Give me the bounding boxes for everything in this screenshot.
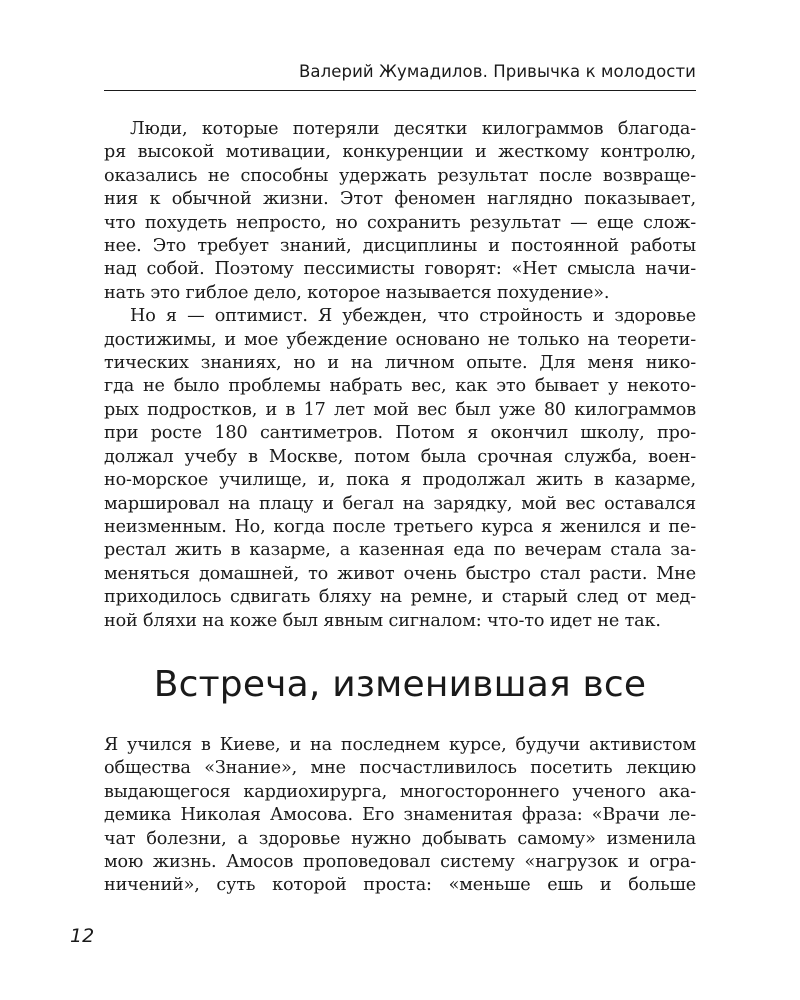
running-head-title: Валерий Жумадилов. Привычка к молодости <box>298 62 696 81</box>
text-line: маршировал на плацу и бегал на зарядку, мой вес оставался <box>104 493 696 514</box>
text-line: над собой. Поэтому пессимисты говорят: «Нет смысла начи- <box>104 259 696 280</box>
text-line: демика Николая Амосова. Его знаменитая фраза: «Врачи ле- <box>104 805 696 826</box>
text-line: мою жизнь. Амосов проповедовал систему «нагрузок и огра- <box>104 852 696 873</box>
text-line: Люди, которые потеряли десятки килограммов благода- <box>130 119 696 139</box>
text-line: Но я — оптимист. Я убежден, что стройность и здоровье <box>130 306 696 327</box>
text-block-1 <box>104 118 696 633</box>
text-line: нать это гиблое дело, которое называется похудение». <box>104 282 610 303</box>
text-line: ря высокой мотивации, конкуренции и жесткому контролю, <box>104 142 696 163</box>
text-line: достижимы, и мое убеждение основано не только на теорети- <box>104 329 696 350</box>
header-rule <box>104 90 696 91</box>
section-heading: Встреча, изменившая все <box>153 664 647 705</box>
text-line: чат болезни, а здоровье нужно добывать самому» изменила <box>104 828 696 849</box>
paragraph-3 <box>104 734 696 898</box>
text-line: приходилось сдвигать бляху на ремне, и старый след от мед- <box>104 587 696 608</box>
page-number: 12 <box>70 925 95 947</box>
paragraph-2 <box>104 305 696 633</box>
paragraph-1 <box>104 118 696 305</box>
text-line: при росте 180 сантиметров. Потом я окончил школу, про- <box>104 423 696 444</box>
text-line: ния к обычной жизни. Этот феномен наглядно показывает, <box>104 189 696 210</box>
text-line: рых подростков, и в 17 лет мой вес был уже 80 килограммов <box>104 399 696 420</box>
text-line: выдающегося кардиохирурга, многостороннего ученого ака- <box>104 781 696 802</box>
text-block-2 <box>104 734 696 898</box>
text-line: меняться домашней, то живот очень быстро стал расти. Мне <box>104 563 696 584</box>
text-line: тических знаниях, но и на личном опыте. Для меня нико- <box>104 353 696 374</box>
text-line: неизменным. Но, когда после третьего курса я женился и пе- <box>104 516 696 537</box>
text-line: общества «Знание», мне посчастливилось посетить лекцию <box>104 758 696 779</box>
text-line: ничений», суть которой проста: «меньше ешь и больше <box>104 875 696 896</box>
text-line: Я учился в Киеве, и на последнем курсе, будучи активистом <box>104 735 696 755</box>
text-line: ной бляхи на коже был явным сигналом: что-то идет не так. <box>104 610 661 631</box>
text-line: рестал жить в казарме, а казенная еда по вечерам стала за- <box>104 540 696 561</box>
text-line: оказались не способны удержать результат после возвраще- <box>104 165 696 186</box>
text-line: что похудеть непросто, но сохранить результат — еще слож- <box>104 212 696 233</box>
text-line: гда не было проблемы набрать вес, как это бывает у некото- <box>104 376 696 397</box>
text-line: нее. Это требует знаний, дисциплины и постоянной работы <box>104 236 696 257</box>
text-line: но-морское училище, и, пока я продолжал жить в казарме, <box>104 470 696 491</box>
text-line: должал учебу в Москве, потом была срочная служба, воен- <box>104 446 696 467</box>
